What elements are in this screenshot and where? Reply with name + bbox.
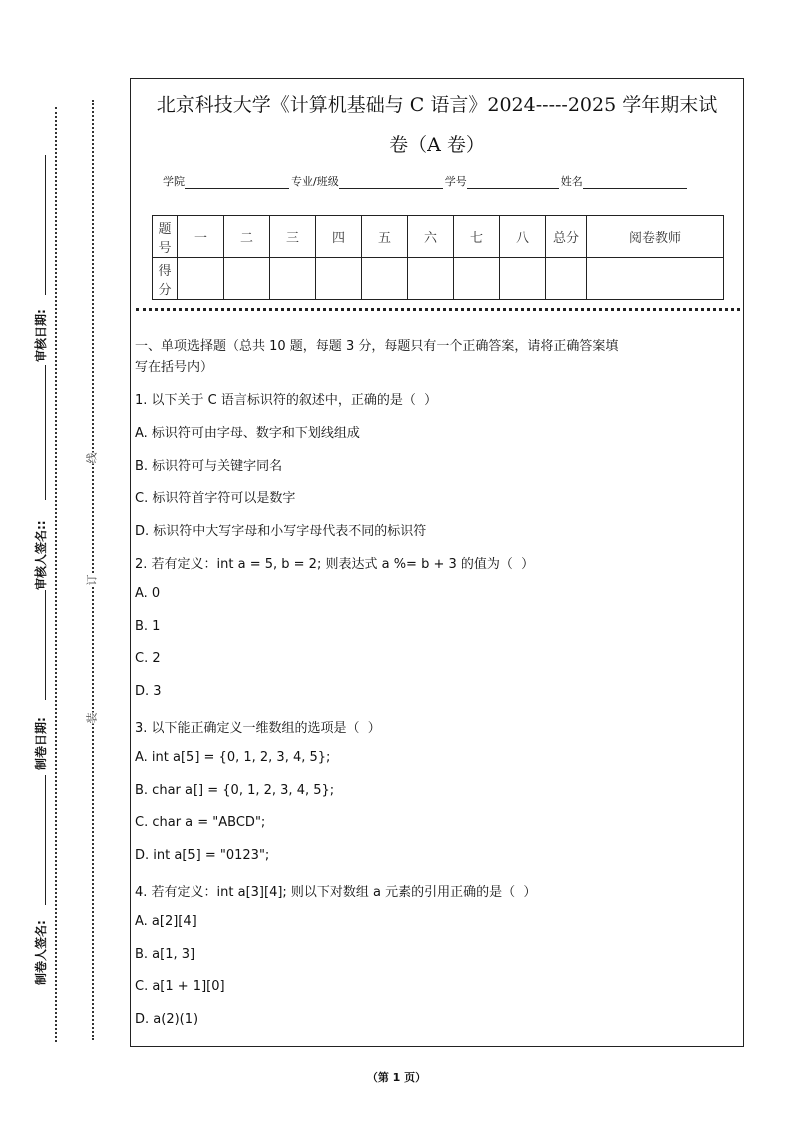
major-class-label: 专业/班级 — [291, 175, 339, 188]
bind-pack-label: 装 — [85, 712, 99, 724]
name-label: 姓名 — [560, 175, 583, 188]
answer-option: D. 标识符中大写字母和小写字母代表不同的标识符 — [135, 524, 427, 540]
major-class-field[interactable] — [339, 176, 443, 189]
exam-title-line1: 北京科技大学《计算机基础与 C 语言》2024-----2025 学年期末试 — [156, 94, 718, 116]
student-id-field[interactable] — [467, 176, 559, 189]
college-label: 学院 — [163, 175, 185, 188]
col-8: 八 — [500, 216, 546, 258]
student-id-label: 学号 — [444, 175, 467, 188]
answer-option: A. a[2][4] — [135, 913, 197, 929]
review-date-label: 审核日期: — [34, 309, 48, 362]
reviewer-sign-underline — [45, 365, 46, 500]
answer-option: A. 0 — [135, 585, 161, 601]
question-stem: 1. 以下关于 C 语言标识符的叙述中，正确的是（ ） — [135, 393, 438, 408]
reviewer-sign-underline-2 — [45, 590, 46, 700]
question-stem: 4. 若有定义：int a[3][4]; 则以下对数组 a 元素的引用正确的是（ ） — [135, 885, 537, 900]
score-table-score-row — [153, 258, 724, 300]
answer-option: B. 标识符可与关键字同名 — [135, 458, 283, 474]
col-7: 七 — [454, 216, 500, 258]
answer-option: C. a[1 + 1][0] — [135, 979, 225, 995]
bind-line-label: 线 — [85, 452, 99, 464]
col-6: 六 — [408, 216, 454, 258]
answer-option: D. int a[5] = "0123"; — [135, 848, 270, 864]
student-info-row — [163, 173, 689, 189]
exam-title-line2: 卷（A 卷） — [389, 134, 485, 156]
maker-sign-label: 制卷人签名: — [34, 920, 48, 985]
answer-option: A. int a[5] = {0, 1, 2, 3, 4, 5}; — [135, 749, 331, 765]
col-4: 四 — [316, 216, 362, 258]
college-field[interactable] — [185, 176, 289, 189]
score-cell[interactable] — [408, 258, 454, 300]
answer-option: C. 2 — [135, 651, 161, 667]
reviewer-sign-label: 审核人签名:: — [34, 520, 48, 590]
section-heading-line1: 一、单项选择题（总共 10 题，每题 3 分，每题只有一个正确答案，请将正确答案填 — [135, 339, 619, 354]
dotted-separator — [136, 308, 740, 311]
score-cell[interactable] — [316, 258, 362, 300]
col-total: 总分 — [546, 216, 587, 258]
score-cell[interactable] — [454, 258, 500, 300]
question-stem: 3. 以下能正确定义一维数组的选项是（ ） — [135, 721, 381, 736]
answer-option: C. char a = "ABCD"; — [135, 815, 266, 831]
score-table — [152, 215, 724, 300]
col-2: 二 — [224, 216, 270, 258]
score-table-header-row — [153, 216, 724, 258]
answer-option: B. char a[] = {0, 1, 2, 3, 4, 5}; — [135, 782, 335, 798]
answer-option: B. 1 — [135, 618, 161, 634]
score-cell[interactable] — [546, 258, 587, 300]
make-date-underline — [45, 775, 46, 905]
outer-dotted-line — [55, 107, 57, 1042]
review-date-underline — [45, 155, 46, 295]
answer-option: A. 标识符可由字母、数字和下划线组成 — [135, 425, 360, 441]
inner-dotted-line — [92, 100, 94, 1040]
col-5: 五 — [362, 216, 408, 258]
col-3: 三 — [270, 216, 316, 258]
page-number: （第 1 页） — [366, 1071, 427, 1084]
answer-option: D. 3 — [135, 684, 162, 700]
row-label-question: 题号 — [153, 216, 178, 258]
score-cell[interactable] — [587, 258, 724, 300]
col-1: 一 — [178, 216, 224, 258]
score-cell[interactable] — [500, 258, 546, 300]
answer-option: C. 标识符首字符可以是数字 — [135, 491, 296, 507]
make-date-label: 制卷日期: — [34, 717, 48, 770]
answer-option: B. a[1, 3] — [135, 946, 196, 962]
row-label-score: 得分 — [153, 258, 178, 300]
section-heading-line2: 写在括号内） — [135, 360, 214, 375]
answer-option: D. a(2)(1) — [135, 1012, 199, 1028]
name-field[interactable] — [583, 176, 687, 189]
col-grader: 阅卷教师 — [587, 216, 724, 258]
question-stem: 2. 若有定义：int a = 5, b = 2; 则表达式 a %= b + 3 的值为（ ） — [135, 557, 535, 572]
score-cell[interactable] — [270, 258, 316, 300]
score-cell[interactable] — [224, 258, 270, 300]
score-cell[interactable] — [362, 258, 408, 300]
score-cell[interactable] — [178, 258, 224, 300]
bind-order-label: 订 — [85, 574, 99, 586]
